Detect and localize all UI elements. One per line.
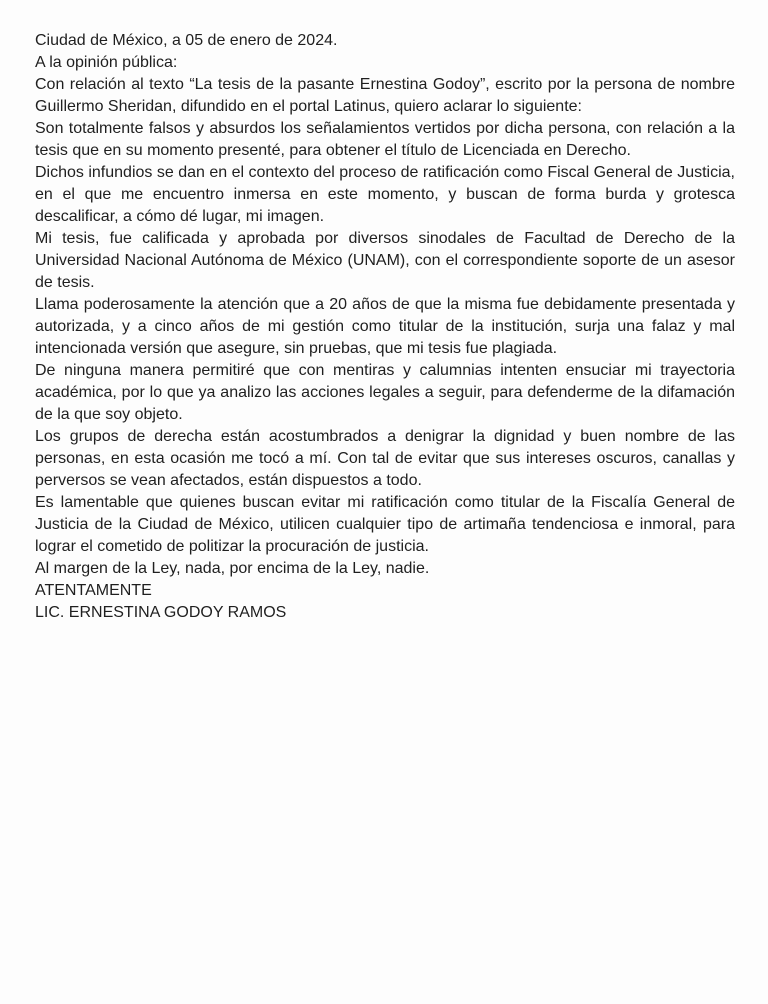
salutation: A la opinión pública: bbox=[35, 54, 178, 71]
date-line: Ciudad de México, a 05 de enero de 2024. bbox=[35, 32, 338, 49]
letter-paragraph: Son totalmente falsos y absurdos los señalamientos vertidos por dicha persona, con relación a la tesis que en su momento presenté, para obtener el título de Licenciada en Derecho. bbox=[35, 120, 735, 159]
letter-paragraph: De ninguna manera permitiré que con mentiras y calumnias intenten ensuciar mi trayectoria académica, por lo que ya analizo las acciones legales a seguir, para defenderme de la difamación de la que soy objeto. bbox=[35, 362, 735, 423]
letter-paragraph: Dichos infundios se dan en el contexto del proceso de ratificación como Fiscal General de Justicia, en el que me encuentro inmersa en este momento, y buscan de forma burda y grotesca descalificar, a cómo dé lugar, mi imagen. bbox=[35, 164, 735, 225]
letter-paragraph: Los grupos de derecha están acostumbrados a denigrar la dignidad y buen nombre de las personas, en esta ocasión me tocó a mí. Con tal de evitar que sus intereses oscuros, canallas y perversos se vean afectados, están dispuestos a todo. bbox=[35, 428, 735, 489]
letter-paragraph: Con relación al texto “La tesis de la pasante Ernestina Godoy”, escrito por la persona de nombre Guillermo Sheridan, difundido en el portal Latinus, quiero aclarar lo siguiente: bbox=[35, 76, 735, 115]
farewell: ATENTAMENTE bbox=[35, 582, 152, 599]
letter-paragraph: Mi tesis, fue calificada y aprobada por diversos sinodales de Facultad de Derecho de la Universidad Nacional Autónoma de México (UNAM), con el correspondiente soporte de un asesor de tesis. bbox=[35, 230, 735, 291]
letter-paragraph: Llama poderosamente la atención que a 20 años de que la misma fue debidamente presentada y autorizada, y a cinco años de mi gestión como titular de la institución, surja una falaz y mal intencionada versión que asegure, sin pruebas, que mi tesis fue plagiada. bbox=[35, 296, 735, 357]
closing-line: Al margen de la Ley, nada, por encima de la Ley, nadie. bbox=[35, 560, 430, 577]
letter-paragraph: Es lamentable que quienes buscan evitar mi ratificación como titular de la Fiscalía General de Justicia de la Ciudad de México, utilicen cualquier tipo de artimaña tendenciosa e inmoral, para lograr el cometido de politizar la procuración de justicia. bbox=[35, 494, 735, 555]
signature-name: LIC. ERNESTINA GODOY RAMOS bbox=[35, 604, 287, 621]
